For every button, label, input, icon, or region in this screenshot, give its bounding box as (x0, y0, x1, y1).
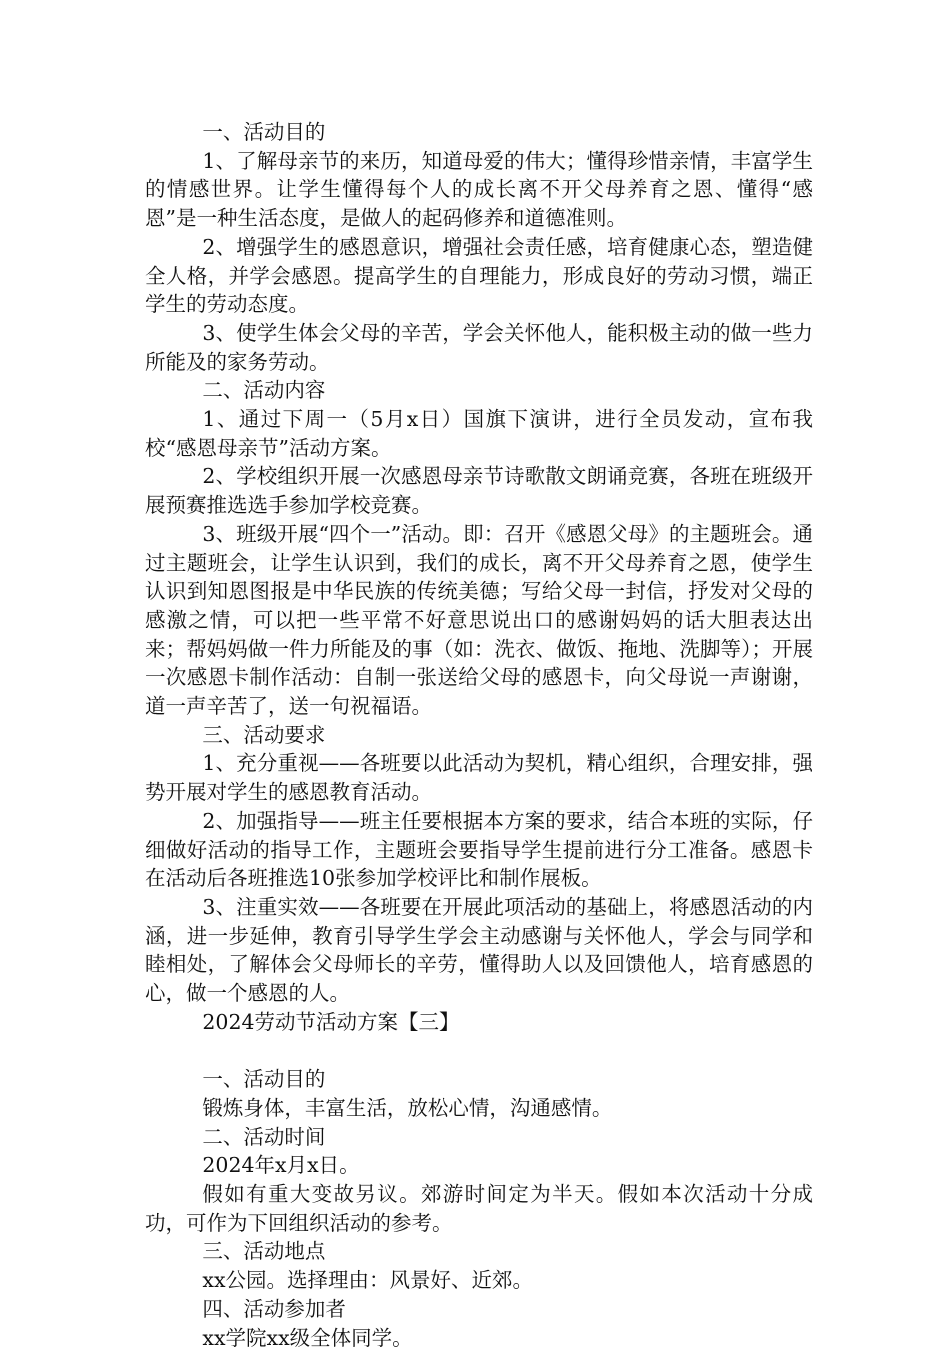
content-item-2: 2、学校组织开展一次感恩母亲节诗歌散文朗诵竞赛，各班在班级开展预赛推选选手参加学校竞赛。 (145, 464, 813, 518)
requirement-item-1: 1、充分重视——各班要以此活动为契机，精心组织，合理安排，强势开展对学生的感恩教育活动。 (145, 751, 813, 805)
plan3-participants-text: xx学院xx级全体同学。 (202, 1325, 413, 1350)
purpose-item-2: 2、增强学生的感恩意识，增强社会责任感，培育健康心态，塑造健全人格，并学会感恩。提高学生的自理能力，形成良好的劳动习惯，端正学生的劳动态度。 (145, 234, 813, 317)
section-heading-content: 二、活动内容 (202, 378, 326, 403)
plan3-time-text: 2024年x月x日。 (202, 1153, 360, 1178)
plan3-purpose-text: 锻炼身体，丰富生活，放松心情，沟通感情。 (202, 1095, 613, 1120)
plan3-location-text: xx公园。选择理由：风景好、近郊。 (202, 1268, 534, 1293)
purpose-item-1: 1、了解母亲节的来历，知道母爱的伟大；懂得珍惜亲情，丰富学生的情感世界。让学生懂得每个人的成长离不开父母养育之恩、懂得“感恩”是一种生活态度，是做人的起码修养和道德准则。 (145, 148, 813, 231)
requirement-item-3: 3、注重实效——各班要在开展此项活动的基础上，将感恩活动的内涵，进一步延伸，教育引导学生学会主动感谢与关怀他人，学会与同学和睦相处，了解体会父母师长的辛劳，懂得助人以及回馈他人，培育感恩的心，做一个感恩的人。 (145, 894, 813, 1006)
plan3-heading-time: 二、活动时间 (202, 1124, 326, 1149)
blank-line (145, 1037, 813, 1066)
plan3-heading-location: 三、活动地点 (202, 1239, 326, 1264)
section-heading-requirements: 三、活动要求 (202, 722, 326, 747)
purpose-item-3: 3、使学生体会父母的辛苦，学会关怀他人，能积极主动的做一些力所能及的家务劳动。 (145, 320, 813, 374)
plan3-heading-participants: 四、活动参加者 (202, 1296, 346, 1321)
document-body (145, 118, 813, 1352)
plan-three-title: 2024劳动节活动方案【三】 (202, 1009, 460, 1034)
content-item-3: 3、班级开展“四个一”活动。即：召开《感恩父母》的主题班会。通过主题班会，让学生认识到，我们的成长，离不开父母养育之恩，使学生认识到知恩图报是中华民族的传统美德；写给父母一封信，抒发对父母的感激之情，可以把一些平常不好意思说出口的感谢妈妈的话大胆表达出来；帮妈妈做一件力所能及的事（如：洗衣、做饭、拖地、洗脚等）；开展一次感恩卡制作活动：自制一张送给父母的感恩卡，向父母说一声谢谢，道一声辛苦了，送一句祝福语。 (145, 521, 813, 719)
requirement-item-2: 2、加强指导——班主任要根据本方案的要求，结合本班的实际，仔细做好活动的指导工作，主题班会要指导学生提前进行分工准备。感恩卡在活动后各班推选10张参加学校评比和制作展板。 (145, 808, 813, 891)
plan3-heading-purpose: 一、活动目的 (202, 1067, 326, 1092)
plan3-time-note: 假如有重大变故另议。郊游时间定为半天。假如本次活动十分成功，可作为下回组织活动的参考。 (145, 1182, 813, 1235)
section-heading-purpose: 一、活动目的 (202, 120, 326, 144)
content-item-1: 1、通过下周一（5月x日）国旗下演讲，进行全员发动，宣布我校“感恩母亲节”活动方案。 (145, 407, 813, 460)
